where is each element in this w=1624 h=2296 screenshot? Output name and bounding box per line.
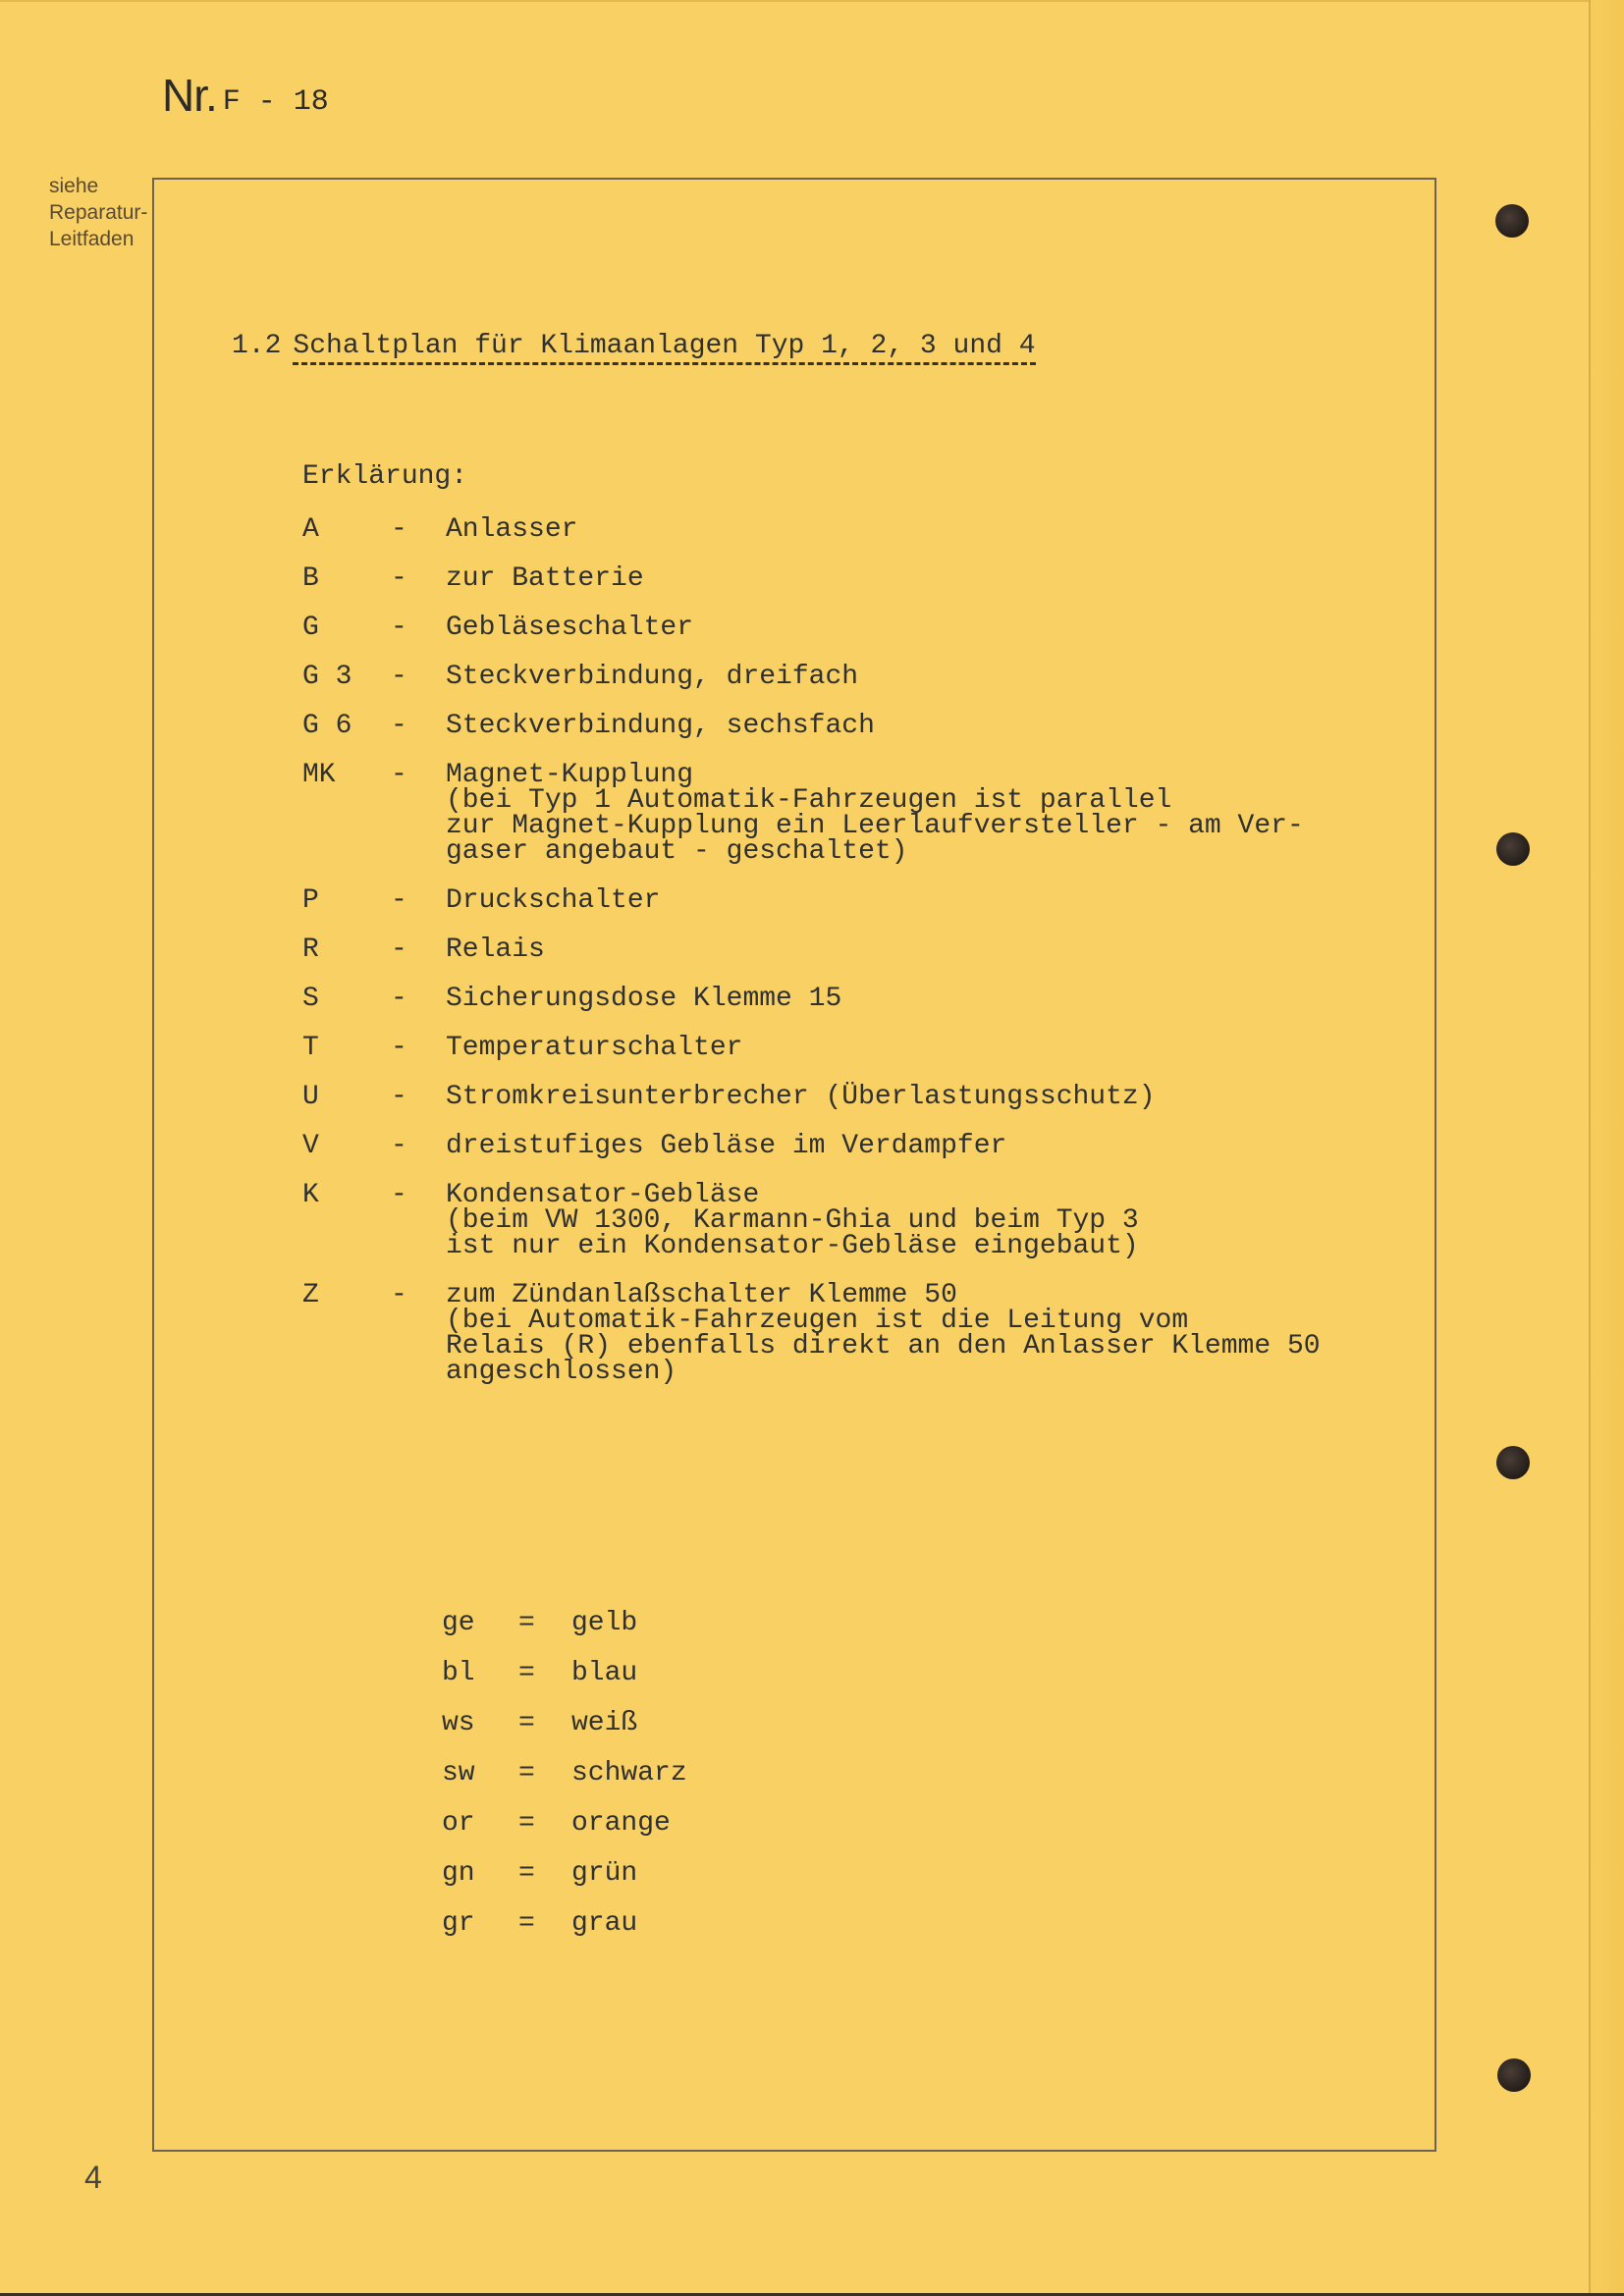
- color-name: schwarz: [571, 1758, 687, 1789]
- legend-item: [302, 1280, 1402, 1387]
- color-equals: =: [518, 1658, 535, 1688]
- margin-note-line: siehe: [49, 175, 99, 197]
- binder-hole-icon: [1495, 204, 1529, 238]
- explanation-label: Erklärung:: [302, 461, 468, 492]
- binder-hole-icon: [1497, 2058, 1531, 2092]
- legend-description-line: Stromkreisunterbrecher (Überlastungsschutz): [446, 1082, 1156, 1112]
- legend-item: [302, 563, 1402, 594]
- legend-description: [446, 514, 578, 545]
- legend-item: [302, 984, 1402, 1014]
- legend-description: [446, 760, 1304, 867]
- legend-description-line: zur Magnet-Kupplung ein Leerlaufversteller - am Ver-: [446, 811, 1304, 841]
- legend-dash: -: [391, 711, 407, 741]
- legend-description-line: Relais: [446, 934, 545, 965]
- color-name: grün: [571, 1858, 638, 1889]
- legend-description: [446, 662, 859, 692]
- legend-description: [446, 1033, 743, 1063]
- legend-key: A: [302, 514, 319, 545]
- legend-key: K: [302, 1180, 319, 1210]
- page-number: 4: [84, 2160, 102, 2195]
- legend-description-line: (bei Automatik-Fahrzeugen ist die Leitung vom: [446, 1306, 1189, 1336]
- color-name: gelb: [571, 1608, 638, 1638]
- color-code-item: [442, 1708, 835, 1758]
- color-abbreviation: gr: [442, 1908, 475, 1939]
- color-equals: =: [518, 1808, 535, 1839]
- document-number: [162, 71, 329, 127]
- legend-key: G 6: [302, 711, 352, 741]
- legend-dash: -: [391, 1180, 407, 1210]
- legend-dash: -: [391, 984, 407, 1014]
- legend-item: [302, 885, 1402, 916]
- section-number: 1.2: [232, 331, 282, 361]
- margin-note: [49, 173, 157, 252]
- legend-key: B: [302, 563, 319, 594]
- color-code-item: [442, 1858, 835, 1908]
- legend-dash: -: [391, 1280, 407, 1310]
- legend-description: [446, 984, 842, 1014]
- legend-key: Z: [302, 1280, 319, 1310]
- legend-dash: -: [391, 934, 407, 965]
- legend-description: [446, 934, 545, 965]
- color-code-list: [442, 1608, 835, 1958]
- color-equals: =: [518, 1708, 535, 1738]
- binder-hole-icon: [1496, 1446, 1530, 1479]
- color-abbreviation: gn: [442, 1858, 475, 1889]
- color-code-item: [442, 1808, 835, 1858]
- legend-dash: -: [391, 613, 407, 643]
- legend-description-line: dreistufiges Gebläse im Verdampfer: [446, 1131, 1007, 1161]
- legend-description: [446, 563, 644, 594]
- legend-description-line: zum Zündanlaßschalter Klemme 50: [446, 1280, 957, 1310]
- legend-item: [302, 662, 1402, 692]
- margin-note-line: Leitfaden: [49, 228, 135, 250]
- section-heading: [232, 327, 1036, 366]
- legend-description: [446, 711, 875, 741]
- color-abbreviation: ws: [442, 1708, 475, 1738]
- color-code-item: [442, 1658, 835, 1708]
- legend-description-line: (beim VW 1300, Karmann-Ghia und beim Typ 3: [446, 1205, 1139, 1236]
- legend-item: [302, 1131, 1402, 1161]
- color-equals: =: [518, 1608, 535, 1638]
- legend-description-line: zur Batterie: [446, 563, 644, 594]
- legend-key: G: [302, 613, 319, 643]
- legend-description-line: Druckschalter: [446, 885, 661, 916]
- margin-note-line: Reparatur-: [49, 201, 148, 224]
- legend-description-line: Kondensator-Gebläse: [446, 1180, 760, 1210]
- legend-item: [302, 615, 1402, 641]
- legend-description: [446, 1131, 1007, 1161]
- legend-dash: -: [391, 563, 407, 594]
- paper-top-edge: [0, 0, 1624, 2]
- legend-description-line: angeschlossen): [446, 1357, 677, 1387]
- section-title: Schaltplan für Klimaanlagen Typ 1, 2, 3 und 4: [293, 331, 1035, 365]
- legend-description-line: Temperaturschalter: [446, 1033, 743, 1063]
- legend-description-line: Relais (R) ebenfalls direkt an den Anlasser Klemme 50: [446, 1331, 1321, 1362]
- color-equals: =: [518, 1908, 535, 1939]
- color-name: weiß: [571, 1708, 638, 1738]
- legend-description: [446, 885, 661, 916]
- legend-description-line: Magnet-Kupplung: [446, 760, 694, 790]
- color-abbreviation: bl: [442, 1658, 475, 1688]
- legend-description-line: Gebläseschalter: [446, 613, 694, 643]
- legend-description-line: Steckverbindung, sechsfach: [446, 711, 875, 741]
- legend-list: [302, 514, 1402, 1387]
- legend-description: [446, 1280, 1321, 1387]
- color-name: blau: [571, 1658, 638, 1688]
- legend-dash: -: [391, 760, 407, 790]
- legend-dash: -: [391, 1082, 407, 1112]
- legend-dash: -: [391, 1033, 407, 1063]
- legend-key: U: [302, 1082, 319, 1112]
- legend-item: [302, 934, 1402, 965]
- legend-item: [302, 711, 1402, 741]
- legend-dash: -: [391, 662, 407, 692]
- legend-description-line: ist nur ein Kondensator-Gebläse eingebaut): [446, 1231, 1139, 1261]
- color-equals: =: [518, 1758, 535, 1789]
- color-abbreviation: ge: [442, 1608, 475, 1638]
- legend-key: T: [302, 1033, 319, 1063]
- legend-dash: -: [391, 885, 407, 916]
- legend-description-line: gaser angebaut - geschaltet): [446, 836, 908, 867]
- legend-item: [302, 1033, 1402, 1063]
- document-number-label: Nr.: [162, 70, 217, 121]
- legend-item: [302, 760, 1402, 867]
- legend-description: [446, 615, 693, 641]
- color-name: orange: [571, 1808, 671, 1839]
- legend-item: [302, 1082, 1402, 1112]
- legend-description: [446, 1082, 1156, 1112]
- binder-hole-icon: [1496, 832, 1530, 866]
- legend-key: G 3: [302, 662, 352, 692]
- color-abbreviation: sw: [442, 1758, 475, 1789]
- document-code: F - 18: [222, 85, 329, 119]
- paper-right-edge: [1589, 0, 1624, 2296]
- legend-description-line: Sicherungsdose Klemme 15: [446, 984, 842, 1014]
- legend-key: MK: [302, 760, 336, 790]
- legend-key: R: [302, 934, 319, 965]
- legend-description-line: Anlasser: [446, 514, 578, 545]
- legend-key: S: [302, 984, 319, 1014]
- legend-dash: -: [391, 514, 407, 545]
- legend-description: [446, 1180, 1139, 1261]
- legend-dash: -: [391, 1131, 407, 1161]
- legend-item: [302, 1180, 1402, 1261]
- color-equals: =: [518, 1858, 535, 1889]
- color-code-item: [442, 1908, 835, 1958]
- legend-description-line: Steckverbindung, dreifach: [446, 662, 859, 692]
- legend-item: [302, 514, 1402, 545]
- color-abbreviation: or: [442, 1808, 475, 1839]
- color-code-item: [442, 1608, 835, 1658]
- legend-description-line: (bei Typ 1 Automatik-Fahrzeugen ist parallel: [446, 785, 1172, 816]
- color-name: grau: [571, 1908, 638, 1939]
- legend-key: P: [302, 885, 319, 916]
- legend-key: V: [302, 1131, 319, 1161]
- color-code-item: [442, 1758, 835, 1808]
